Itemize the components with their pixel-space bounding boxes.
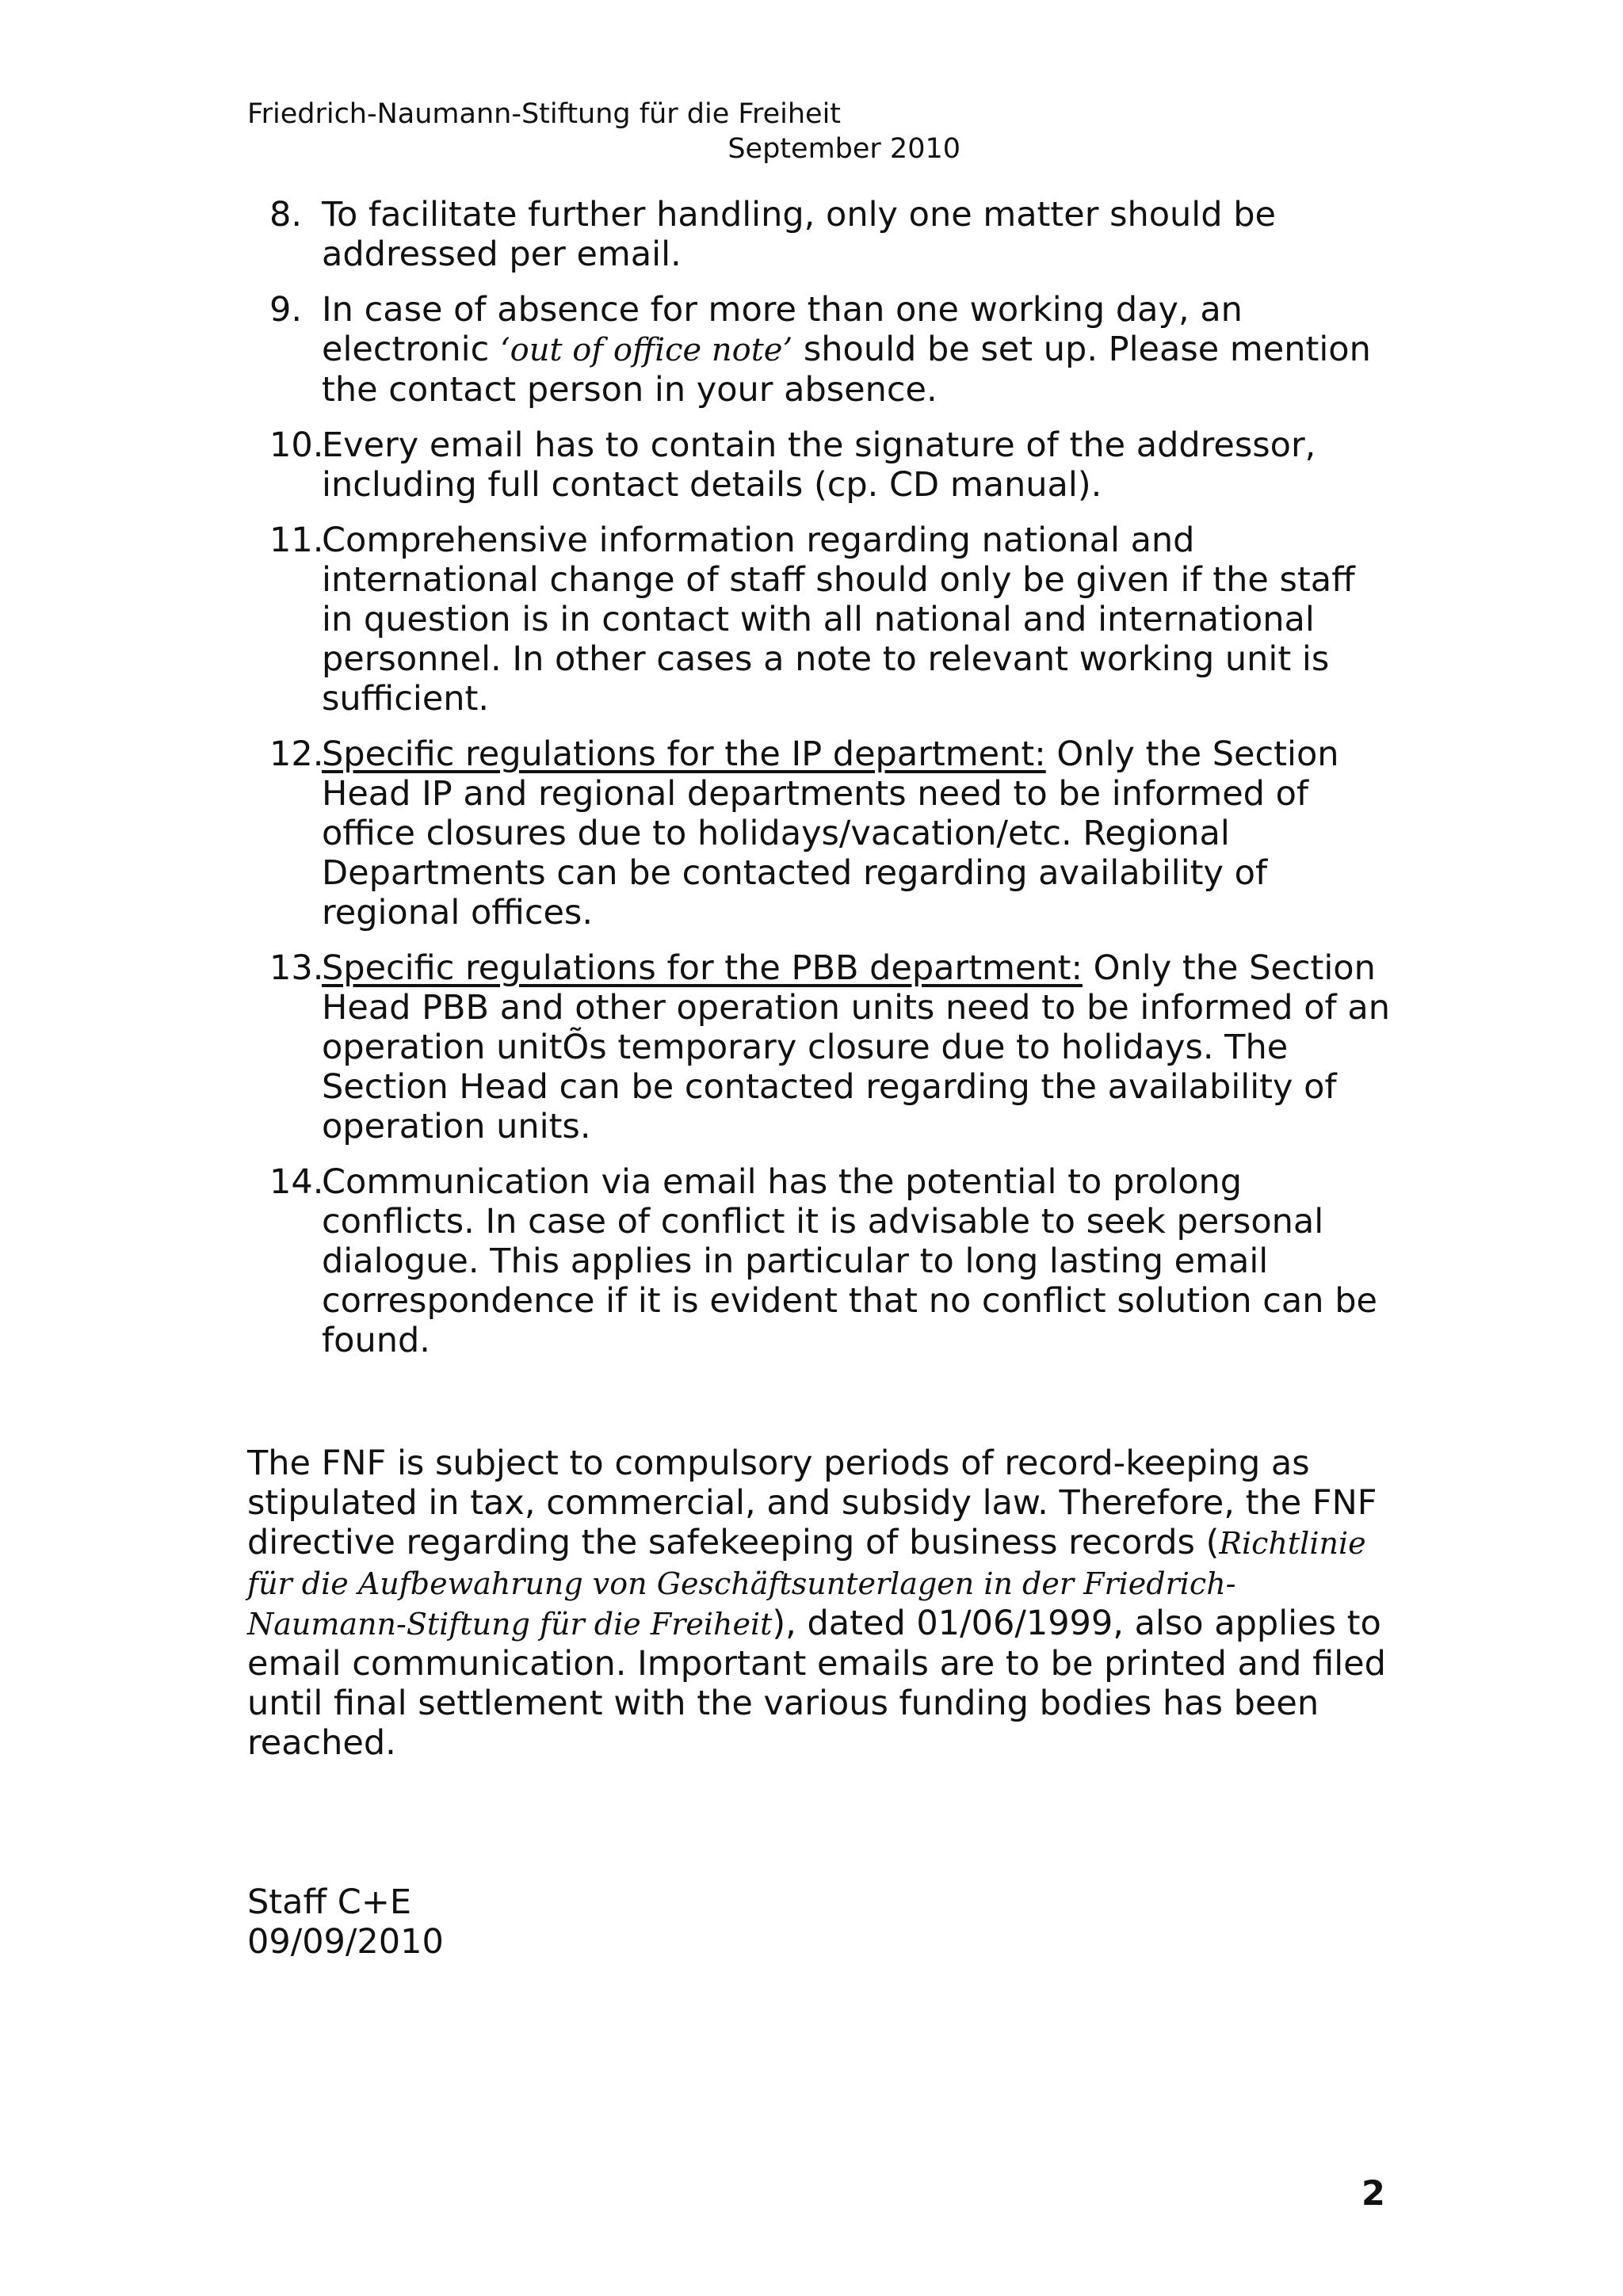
list-item-number: 12. [269, 734, 324, 774]
list-item-text: Communication via email has the potential to prolong conflicts. In case of conflict it is advisable to seek personal dialogue. This applies in particular to long lasting email correspondence if it is evident that no conflict solution can be found. [322, 1162, 1377, 1360]
list-item-text-part: Only the Section Head PBB and other operation units need to be informed of an operation unitÕs temporary closure due to holidays. The Section Head can be contacted regarding the availability of operation units. [322, 948, 1390, 1146]
page-number: 2 [1361, 2174, 1385, 2214]
header-organization: Friedrich-Naumann-Stiftung für die Freiheit [247, 98, 842, 130]
paragraph-text-part: The FNF is subject to compulsory periods of record-keeping as stipulated in tax, commercial, and subsidy law. Therefore, the FNF directive regarding the safekeeping of business records ( [247, 1444, 1377, 1562]
list-item-italic-term: ‘out of office note’ [499, 332, 793, 368]
list-item-text [322, 948, 1395, 1146]
paragraph-text-part: ), dated 01/06/1999, also applies to email communication. Important emails are to be printed and filed until final settlement with the various funding bodies has been reached. [247, 1604, 1386, 1763]
page-header [247, 97, 960, 166]
signature-name: Staff C+E [247, 1882, 412, 1922]
list-item [269, 195, 1395, 274]
list-item-number: 10. [269, 425, 324, 465]
header-date: September 2010 [727, 133, 960, 165]
list-item-text: Comprehensive information regarding national and international change of staff should only be given if the staff in question is in contact with all national and international personnel. In other cases a note to relevant working unit is sufficient. [322, 521, 1355, 719]
list-item-text [322, 734, 1395, 933]
list-item-number: 9. [269, 290, 303, 330]
record-keeping-paragraph [247, 1444, 1388, 1763]
list-item-number: 11. [269, 521, 324, 560]
signature-date: 09/09/2010 [247, 1922, 444, 1962]
list-item-underlined-heading: Specific regulations for the IP department: [322, 734, 1046, 774]
list-item-text-part: In case of absence for more than one working day, an electronic [322, 290, 1243, 369]
list-item-number: 14. [269, 1162, 324, 1202]
list-item [269, 425, 1395, 505]
paragraph-italic-title: Richtlinie für die Aufbewahrung von Geschäftsunterlagen in der Friedrich-Naumann-Stiftung für die Freiheit [247, 1526, 1366, 1642]
list-item-number: 13. [269, 948, 324, 988]
list-item [269, 1162, 1395, 1360]
list-item-text [322, 290, 1395, 410]
list-item-text-part: should be set up. Please mention the contact person in your absence. [322, 330, 1371, 410]
list-item-text: To facilitate further handling, only one matter should be addressed per email. [322, 195, 1276, 274]
list-item-text-part: Only the Section Head IP and regional departments need to be informed of office closures due to holidays/vacation/etc. Regional Departments can be contacted regarding availability of regional offices. [322, 734, 1339, 933]
list-item-underlined-heading: Specific regulations for the PBB department: [322, 948, 1083, 988]
signature-block [247, 1882, 444, 1962]
regulations-list [269, 195, 1395, 1376]
list-item [269, 290, 1395, 410]
list-item-number: 8. [269, 195, 303, 235]
list-item [269, 734, 1395, 933]
list-item [269, 948, 1395, 1146]
list-item [269, 521, 1395, 719]
list-item-text: Every email has to contain the signature of the addressor, including full contact details (cp. CD manual). [322, 425, 1316, 505]
